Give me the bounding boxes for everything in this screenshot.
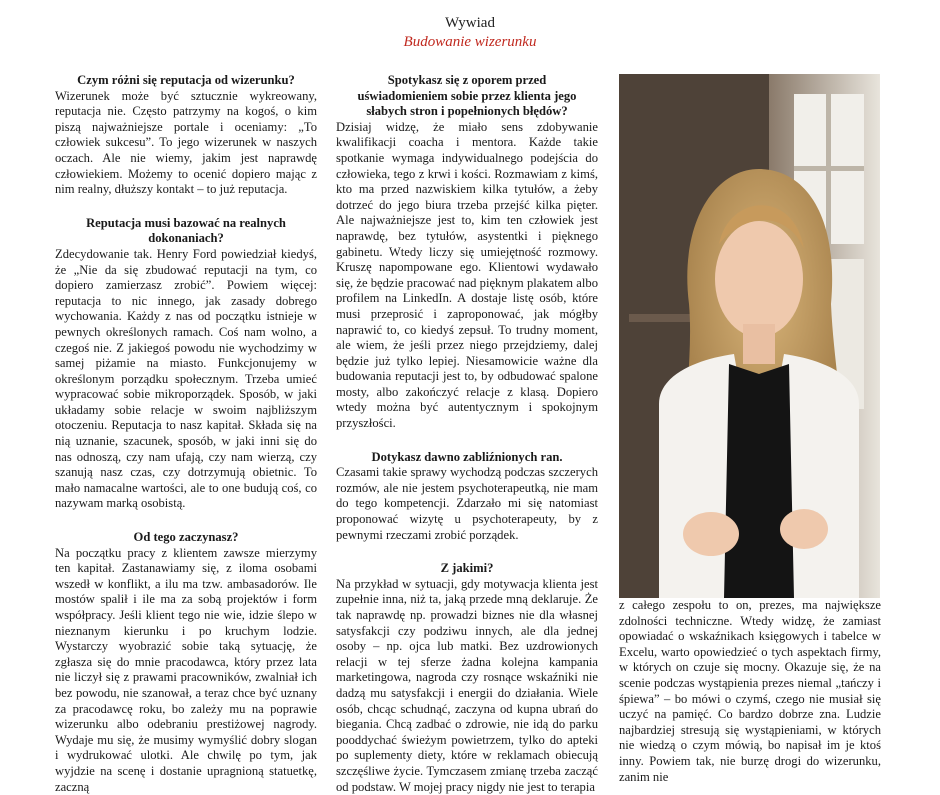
interview-question: Dotykasz dawno zabliźnionych ran. bbox=[371, 449, 563, 464]
interview-question: Czym różni się reputacja od wizerunku? bbox=[77, 73, 295, 87]
interview-answer: Na przykład w sytuacji, gdy motywacja klienta jest zupełnie inna, niż ta, jaką przede mną deklaruje. Że tak naprawdę np. prowadzi biznes nie dla własnej satysfakcji czy podziwu innych, ale dla jednej osoby – np. ojca lub matki. Bez uzdrowionych relacji w tej sferze żadna kolejna kampania marketingowa, nagroda czy rosnące wskaźniki nie dadzą mu satysfakcji i energii do działania. Wiele osób, chcąc schudnąć, zaczyna od kupna ubrań do biegania. Chcą zadbać o zdrowie, nie idą do parku pooddychać świeżym powietrzem, tylko do apteki po suplementy diety, które w reklamach obiecują szczęśliwe życie. Tymczasem zmianę trzeba zacząć od podstaw. W mojej pracy nigdy nie jest to terapia bbox=[336, 576, 598, 794]
interview-answer: Czasami takie sprawy wychodzą podczas szczerych rozmów, ale nie jestem psychoterapeutką, nie mam do tego kompetencji. Zdarzało mi się natomiast proponować wizytę u psychoterapeuty, by z pewnymi rzeczami zrobić porządek. bbox=[336, 465, 598, 542]
interview-question: Od tego zaczynasz? bbox=[133, 530, 239, 545]
interview-question: Spotykasz się z oporem przed uświadomieniem sobie przez klienta jego słabych stron i popełnionych błędów? bbox=[357, 73, 577, 119]
interview-answer: Wizerunek może być sztucznie wykreowany, reputacja nie. Często patrzymy na kogoś, o kim piszą najważniejsze portale i oceniamy: „To człowiek sukcesu”. To jego wizerunek w naszych oczach. Ale nie wiemy, jakim jest naprawdę człowiekiem. Możemy to ocenić dopiero mając z nim realny, dłuższy kontakt – to już reputacja. bbox=[55, 88, 317, 197]
article-column-1 bbox=[55, 73, 317, 795]
interview-answer: Na początku pracy z klientem zawsze mierzymy ten kapitał. Zastanawiamy się, z iloma osobami wszedł w konflikt, a ilu ma tzw. ambasadorów. Ile mostów spalił i ile ma za sobą projektów i form współpracy. Jeśli klient tego nie wie, idzie ślepo w nieznanym kierunku i po kruchym lodzie. Wystarczy wyobrazić sobie taką sytuację, że zgłasza się do mnie pracodawca, który przez lata nie liczył się z prawami pracowników, zwalniał ich bez powodu, nie szanował, a teraz chce być uznany za pracodawcę roku, bo zależy mu na poprawie wizerunku albo odebraniu prestiżowej nagrody. Wydaje mu się, że musimy wymyślić dobry slogan i wydrukować ulotki. Ale chwilę po tym, jak wyjdzie na scenę i dostanie upragnioną statuetkę, zaczną bbox=[55, 545, 317, 794]
interview-answer: Zdecydowanie tak. Henry Ford powiedział kiedyś, że „Nie da się zbudować reputacji na tym, co dopiero zamierzasz zrobić”. Powiem więcej: reputacja to nic innego, jak zasady dobrego wychowania. Każdy z nas od początku istnieje w pewnych określonych ramach. Coś nam wolno, a czegoś nie. Z jakiegoś powodu nie wychodzimy w samej piżamie na miasto. Funkcjonujemy w określonym porządku społecznym. Trzeba umieć wypracować sobie mikroporządek. Sposób, w jaki układamy sobie relacje w swoim najbliższym otoczeniu. Reputacja to nasz kapitał. Składa się na nią uznanie, szacunek, sposób, w jaki inni się do nas odnoszą, czy nam ufają, czy nam wierzą, czy szanują nasz czas, czy dotrzymują obietnic. To mało namacalne wartości, ale to one budują coś, co nazywam marką osobistą. bbox=[55, 246, 317, 511]
page-header bbox=[0, 14, 940, 51]
section-label: Wywiad bbox=[445, 15, 495, 31]
portrait-photo bbox=[619, 74, 880, 598]
interview-question: Z jakimi? bbox=[440, 561, 494, 576]
article-column-2 bbox=[336, 73, 598, 795]
interview-answer: Dzisiaj widzę, że miało sens zdobywanie kwalifikacji coacha i mentora. Każde takie spotkanie wymaga indywidualnego podejścia do człowieka, tego z krwi i kości. Rozmawiam z kimś, kto ma przed nazwiskiem kilka tytułów, a żeby dotrzeć do jego biura trzeba przejść kilka pięter. Ale najważniejsze jest to, kim ten człowiek jest naprawdę, bez tytułów, asystentki i pięknego gabinetu. Wtedy liczy się umiejętność rozmowy. Kruszę napompowane ego. Klientowi wydawało się, że będzie pracować nad pięknym plakatem albo profilem na LinkedIn. A dostaje listę osób, które musi przeprosić i zaproponować, jak mógłby naprawić to, co kiedyś zepsuł. To trudny moment, ale wiem, że jeśli przez niego przejdziemy, dalej będzie już tylko lepiej. Niesamowicie ważne dla budowania reputacji jest to, by odbudować spalone mosty, albo zakończyć relacje z klasą. Dopiero wtedy można być autentycznym i spokojnym przyszłości. bbox=[336, 119, 598, 431]
subsection-label: Budowanie wizerunku bbox=[403, 34, 537, 50]
portrait-illustration bbox=[619, 74, 880, 598]
interview-answer: z całego zespołu to on, prezes, ma największe zdolności techniczne. Wtedy widzę, że zamiast opowiadać o wskaźnikach księgowych i tabelce w Excelu, warto opowiedzieć o tych aspektach firmy, w których on czuje się mocny. Okazuje się, że na scenie podczas wystąpienia prezes niemal „tańczy i śpiewa” – bo mówi o czymś, czego nie musiał się uczyć na pamięć. Co bardzo dobrze zna. Ludzie najbardziej stresują się wystąpieniami, w których nie wiedzą o czym mówią, bo napisał im je ktoś inny. Powiem tak, nie burzę drogi do wizerunku, zanim nie bbox=[619, 598, 881, 784]
article-column-3 bbox=[619, 598, 881, 785]
interview-question: Reputacja musi bazować na realnych dokonaniach? bbox=[86, 215, 286, 246]
